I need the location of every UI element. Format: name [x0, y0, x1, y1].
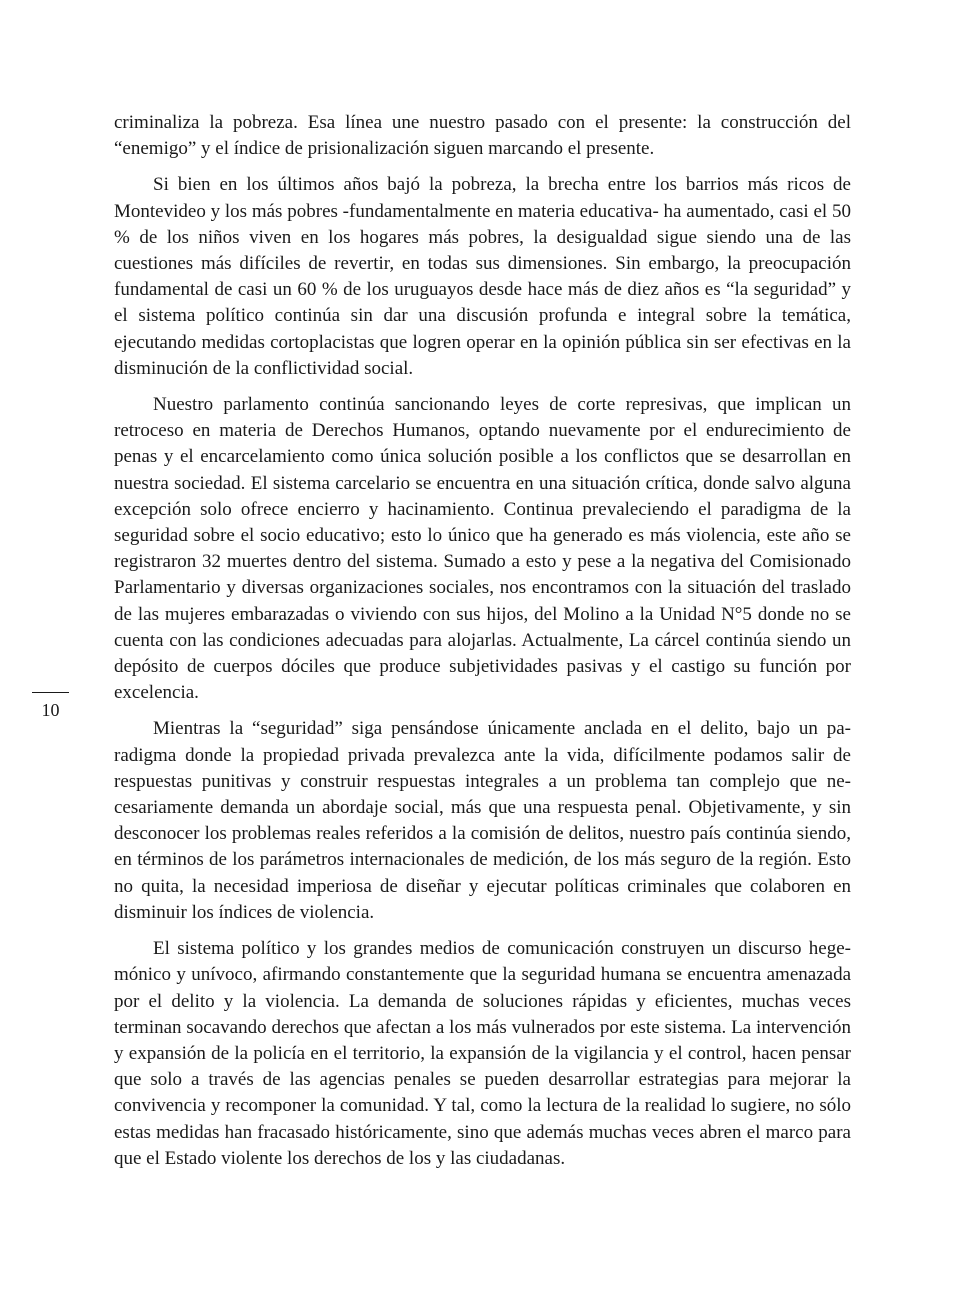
- paragraph-poverty: Si bien en los últimos años bajó la pobreza, la brecha entre los barrios más ricos de Montevideo y los más pobres -fundamentalmente en materia educativa- ha aumentado, casi el 50 % de los niños viven en los hogares más pobres, la desigualdad sigue siendo una de las cuestiones más difíciles de revertir, en todas sus dimensiones. Sin embargo, la preocupación fundamental de casi un 60 % de los uruguayos desde hace más de diez años es “la seguridad” y el sistema político continúa sin dar una discusión profunda e integral sobre la temática, ejecutando medidas cortoplacistas que logren operar en la opinión pública sin ser efectivas en la disminución de la conflictividad social.: [114, 174, 851, 379]
- body-text: [114, 110, 851, 1182]
- paragraph-security: Mientras la “seguridad” siga pensándose únicamente anclada en el delito, bajo un paradigma donde la propiedad privada prevalezca ante la vida, difícilmente podamos salir de respuestas punitivas y construir respuestas integrales a un problema tan complejo que necesariamente demanda un abordaje social, más que una respuesta penal. Objetivamente, y sin desconocer los problemas reales referidos a la comisión de delitos, nuestro país continúa siendo, en términos de los parámetros internacionales de medición, de los más seguro de la región. Esto no quita, la necesidad imperiosa de diseñar y ejecutar políticas criminales que colaboren en disminuir los índices de violencia.: [114, 718, 851, 923]
- paragraph-parliament: Nuestro parlamento continúa sancionando leyes de corte represivas, que implican un retroceso en materia de Derechos Humanos, optando nuevamente por el endurecimiento de penas y el encarcelamiento como única solución posible a los conflictos que se desarrollan en nuestra sociedad. El sistema carcelario se encuentra en una situación crítica, donde salvo alguna excepción solo ofrece encierro y hacinamiento. Continua prevaleciendo el paradigma de la seguridad sobre el socio educativo; esto lo único que ha generado es más violencia, este año se registraron 32 muertes dentro del sistema. Sumado a esto y pese a la negativa del Comisionado Parlamentario y diversas organizaciones sociales, nos encontramos con la situación del traslado de las mujeres embarazadas o viviendo con sus hijos, del Molino a la Unidad N°5 donde no se cuenta con las condiciones adecuadas para alojarlas. Actualmente, La cárcel continúa siendo un depósito de cuerpos dóciles que produce subjetividades pasivas y el castigo su función por excelencia.: [114, 394, 851, 704]
- page-number-rule: [32, 692, 69, 693]
- page-number: 10: [41, 700, 60, 720]
- paragraph-continuation: criminaliza la pobreza. Esa línea une nuestro pasado con el presente: la construcción del “enemigo” y el índice de prisionalización siguen marcando el presente.: [114, 112, 851, 160]
- paragraph-political-system: El sistema político y los grandes medios de comunicación construyen un discurso hegemónico y unívoco, afirmando constantemente que la seguridad humana se encuentra amenazada por el delito y la violencia. La demanda de soluciones rápidas y eficientes, muchas veces terminan socavando derechos que afectan a los más vulnerados por este sistema. La intervención y expansión de la policía en el territorio, la expansión de la vigilancia y el control, hacen pensar que solo a través de las agencias penales se pueden desarrollar estrategias para mejorar la convivencia y recomponer la comunidad. Y tal, como la lectura de la realidad lo sugiere, no sólo estas medidas han fracasado históricamente, sino que además muchas veces abren el marco para que el Estado violente los derechos de los y las ciudadanas.: [114, 938, 851, 1169]
